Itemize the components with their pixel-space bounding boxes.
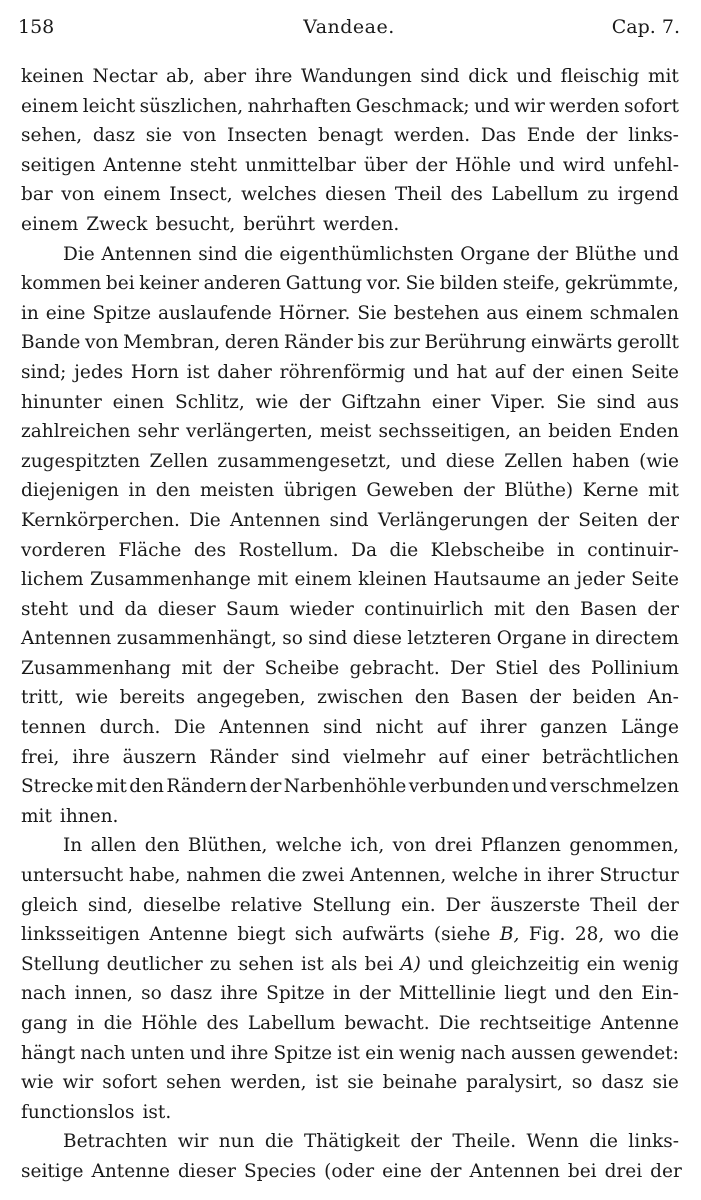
text-line: frei, ihre äuszern Ränder sind vielmehr auf einer beträchtlichen <box>21 746 679 768</box>
text-line: gang in die Höhle des Labellum bewacht. Die rechtseitige Antenne <box>21 1013 679 1034</box>
running-title: Vandeae. <box>303 16 395 38</box>
page-number: 158 <box>18 16 55 38</box>
text-line: Stellung deutlicher zu sehen ist als bei A) und gleichzeitig ein wenig <box>21 953 679 975</box>
text-line: seitige Antenne dieser Species (oder eine der Antennen bei drei der <box>21 1160 682 1182</box>
text-line: zahlreichen sehr verlängerten, meist sechsseitigen, an beiden Enden <box>21 421 679 443</box>
paragraph <box>21 831 679 1127</box>
paragraph <box>21 1127 682 1186</box>
text-line: kommen bei keiner anderen Gattung vor. Sie bilden steife, gekrümmte, <box>21 273 679 295</box>
text-line: Antennen zusammenhängt, so sind diese letzteren Organe in directem <box>21 628 679 650</box>
text-line: Die Antennen sind die eigenthümlichsten Organe der Blüthe und <box>63 243 679 265</box>
text-line: Kernkörperchen. Die Antennen sind Verlängerungen der Seiten der <box>21 509 679 531</box>
chapter-label: Cap. 7. <box>611 16 680 38</box>
text-line: linksseitigen Antenne biegt sich aufwärts (siehe B, Fig. 28, wo die <box>21 924 679 946</box>
text-line: wie wir sofort sehen werden, ist sie beinahe paralysirt, so dasz sie <box>21 1072 679 1094</box>
text-line: hinunter einen Schlitz, wie der Giftzahn einer Viper. Sie sind aus <box>21 391 679 413</box>
text-line: sind; jedes Horn ist daher röhrenförmig und hat auf der einen Seite <box>21 361 679 383</box>
text-line: Bande von Membran, deren Ränder bis zur Berührung einwärts gerollt <box>21 332 679 354</box>
text-line: diejenigen in den meisten übrigen Geweben der Blüthe) Kerne mit <box>21 480 679 502</box>
running-head <box>18 16 680 44</box>
text-line: tritt, wie bereits angegeben, zwischen den Basen der beiden An- <box>21 687 679 709</box>
text-line: vorderen Fläche des Rostellum. Da die Klebscheibe in continuir- <box>21 539 679 561</box>
text-line: lichem Zusammenhange mit einem kleinen Hautsaume an jeder Seite <box>21 569 679 591</box>
text-line: einem leicht süszlichen, nahrhaften Geschmack; und wir werden sofort <box>21 95 679 117</box>
text-line: keinen Nectar ab, aber ihre Wandungen sind dick und fleischig mit <box>21 66 679 87</box>
text-line: steht und da dieser Saum wieder continuirlich mit den Basen der <box>21 598 679 620</box>
text-line: nach innen, so dasz ihre Spitze in der Mittellinie liegt und den Ein- <box>21 983 679 1005</box>
body-text <box>21 62 682 1187</box>
paragraph <box>21 240 679 832</box>
text-line: Strecke mit den Rändern der Narbenhöhle verbunden und verschmelzen <box>21 776 679 798</box>
text-line: bar von einem Insect, welches diesen Theil des Labellum zu irgend <box>21 184 679 206</box>
text-line: in eine Spitze auslaufende Hörner. Sie bestehen aus einem schmalen <box>21 302 679 324</box>
text-line: zugespitzten Zellen zusammengesetzt, und diese Zellen haben (wie <box>21 450 679 472</box>
text-line: sehen, dasz sie von Insecten benagt werden. Das Ende der links- <box>21 125 679 147</box>
text-line: tennen durch. Die Antennen sind nicht auf ihrer ganzen Länge <box>21 717 679 739</box>
text-line: In allen den Blüthen, welche ich, von drei Pflanzen genommen, <box>63 835 679 857</box>
text-line: Zusammenhang mit der Scheibe gebracht. Der Stiel des Pollinium <box>21 657 679 679</box>
text-line: einem Zweck besucht, berührt werden. <box>21 213 400 235</box>
text-line: untersucht habe, nahmen die zwei Antennen, welche in ihrer Structur <box>21 865 679 887</box>
text-line: functionslos ist. <box>21 1101 172 1123</box>
text-line: mit ihnen. <box>21 805 119 827</box>
text-line: hängt nach unten und ihre Spitze ist ein wenig nach aussen gewendet: <box>21 1042 679 1064</box>
text-line: gleich sind, dieselbe relative Stellung ein. Der äuszerste Theil der <box>21 894 679 916</box>
text-line: Betrachten wir nun die Thätigkeit der Theile. Wenn die links- <box>63 1131 679 1153</box>
text-line: seitigen Antenne steht unmittelbar über der Höhle und wird unfehl- <box>21 154 679 176</box>
paragraph <box>21 62 679 240</box>
